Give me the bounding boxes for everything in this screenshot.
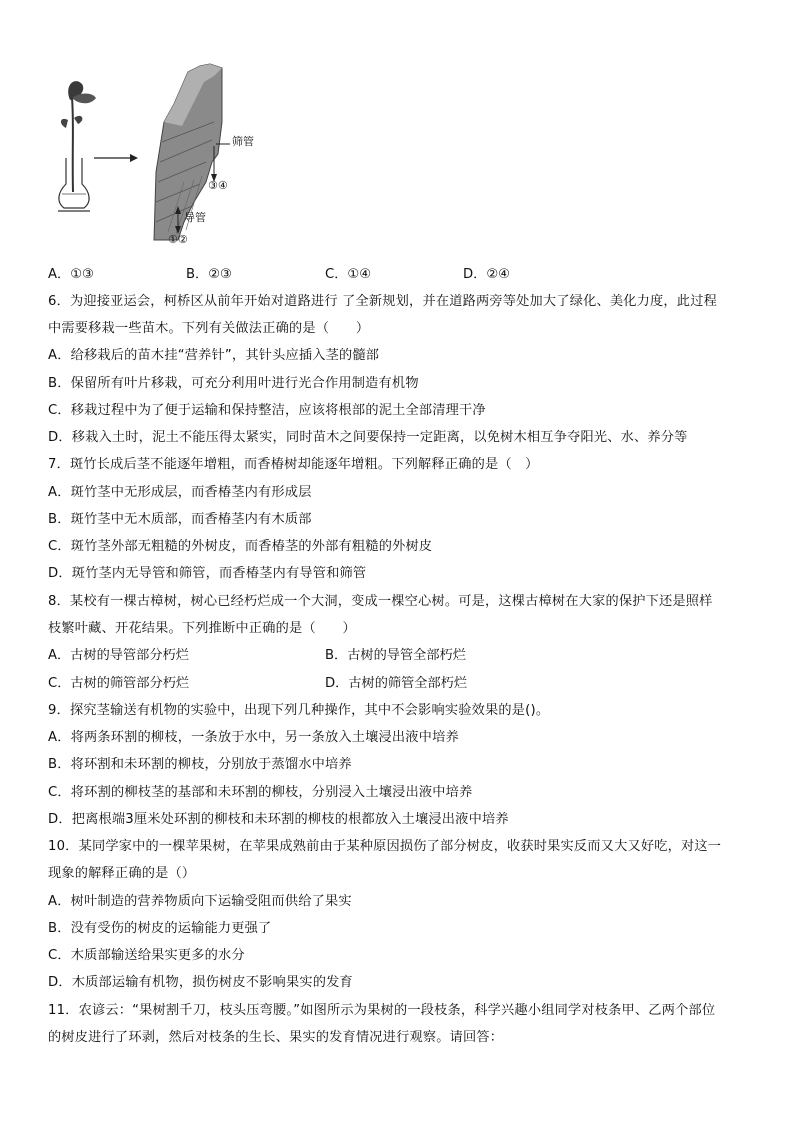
q6-option-b: B．保留所有叶片移栽，可充分利用叶进行光合作用制造有机物 [48, 376, 419, 391]
q8-option-c: C．古树的筛管部分朽烂 [48, 676, 190, 691]
q7-option-c: C．斑竹茎外部无粗糙的外树皮，而香椿茎的外部有粗糙的外树皮 [48, 539, 433, 554]
q10-stem-line-2: 现象的解释正确的是（） [48, 866, 196, 881]
q7-option-b: B．斑竹茎中无木质部，而香椿茎内有木质部 [48, 512, 312, 527]
q7-option-d: D．斑竹茎内无导管和筛管，而香椿茎内有导管和筛管 [48, 566, 367, 581]
q8-stem-line-2: 枝繁叶藏、开花结果。下列推断中正确的是（ ） [48, 621, 356, 636]
sieve-tube-label: 筛管 [232, 135, 254, 148]
q8-option-b: B．古树的导管全部朽烂 [325, 648, 466, 663]
q7-option-a: A．斑竹茎中无形成层，而香椿茎内有形成层 [48, 485, 312, 500]
q10-stem-line-1: 10．某同学家中的一棵苹果树，在苹果成熟前由于某种原因损伤了部分树皮，收获时果实反而又大又好吃，对这一 [48, 839, 722, 854]
q5-option-b: B．②③ [186, 267, 232, 282]
q10-option-a: A．树叶制造的营养物质向下运输受阻而供给了果实 [48, 894, 352, 909]
q9-option-b: B．将环割和未环割的柳枝，分别放于蒸馏水中培养 [48, 757, 352, 772]
q10-option-d: D．木质部运输有机物，损伤树皮不影响果实的发育 [48, 975, 353, 990]
q6-stem-line-2: 中需要移栽一些苗木。下列有关做法正确的是（ ） [48, 321, 370, 336]
q5-option-c: C．①④ [325, 267, 372, 282]
stem-section-figure [44, 62, 274, 247]
q6-option-a: A．给移栽后的苗木挂“营养针”，其针头应插入茎的髓部 [48, 348, 380, 363]
q10-option-c: C．木质部输送给果实更多的水分 [48, 948, 245, 963]
q8-stem-line-1: 8．某校有一棵古樟树，树心已经朽烂成一个大洞，变成一棵空心树。可是，这棵古樟树在大家的保护下还是照样 [48, 594, 713, 609]
q5-option-a: A．①③ [48, 267, 94, 282]
q5-option-d: D．②④ [463, 267, 510, 282]
q6-option-c: C．移栽过程中为了便于运输和保持整洁，应该将根部的泥土全部清理干净 [48, 403, 486, 418]
label-34: ③④ [208, 179, 228, 192]
label-12: ①② [168, 233, 188, 246]
q9-stem: 9．探究茎输送有机物的实验中，出现下列几种操作，其中不会影响实验效果的是()。 [48, 703, 550, 718]
seedling-stem-illustration [44, 62, 274, 247]
vessel-label: 导管 [184, 211, 206, 224]
q10-option-b: B．没有受伤的树皮的运输能力更强了 [48, 921, 272, 936]
q6-option-d: D．移栽入土时，泥土不能压得太紧实，同时苗木之间要保持一定距离，以免树木相互争夺阳光、水、养分等 [48, 430, 688, 445]
q6-stem-line-1: 6．为迎接亚运会，柯桥区从前年开始对道路进行 了全新规划，并在道路两旁等处加大了绿化、美化力度，此过程 [48, 294, 717, 309]
q9-option-c: C．将环割的柳枝茎的基部和未环割的柳枝，分别浸入土壤浸出液中培养 [48, 785, 473, 800]
q8-option-d: D．古树的筛管全部朽烂 [325, 676, 468, 691]
q11-stem-line-2: 的树皮进行了环剥，然后对枝条的生长、果实的发育情况进行观察。请回答： [48, 1030, 504, 1045]
q8-option-a: A．古树的导管部分朽烂 [48, 648, 189, 663]
q7-stem: 7．斑竹长成后茎不能逐年增粗，而香椿树却能逐年增粗。下列解释正确的是（ ） [48, 457, 539, 472]
q9-option-a: A．将两条环割的柳枝，一条放于水中，另一条放入土壤浸出液中培养 [48, 730, 459, 745]
q9-option-d: D．把离根端3厘米处环割的柳枝和未环割的柳枝的根都放入土壤浸出液中培养 [48, 812, 509, 827]
q11-stem-line-1: 11．农谚云：“果树割千刀，枝头压弯腰。”如图所示为果树的一段枝条，科学兴趣小组同学对枝条甲、乙两个部位 [48, 1003, 716, 1018]
